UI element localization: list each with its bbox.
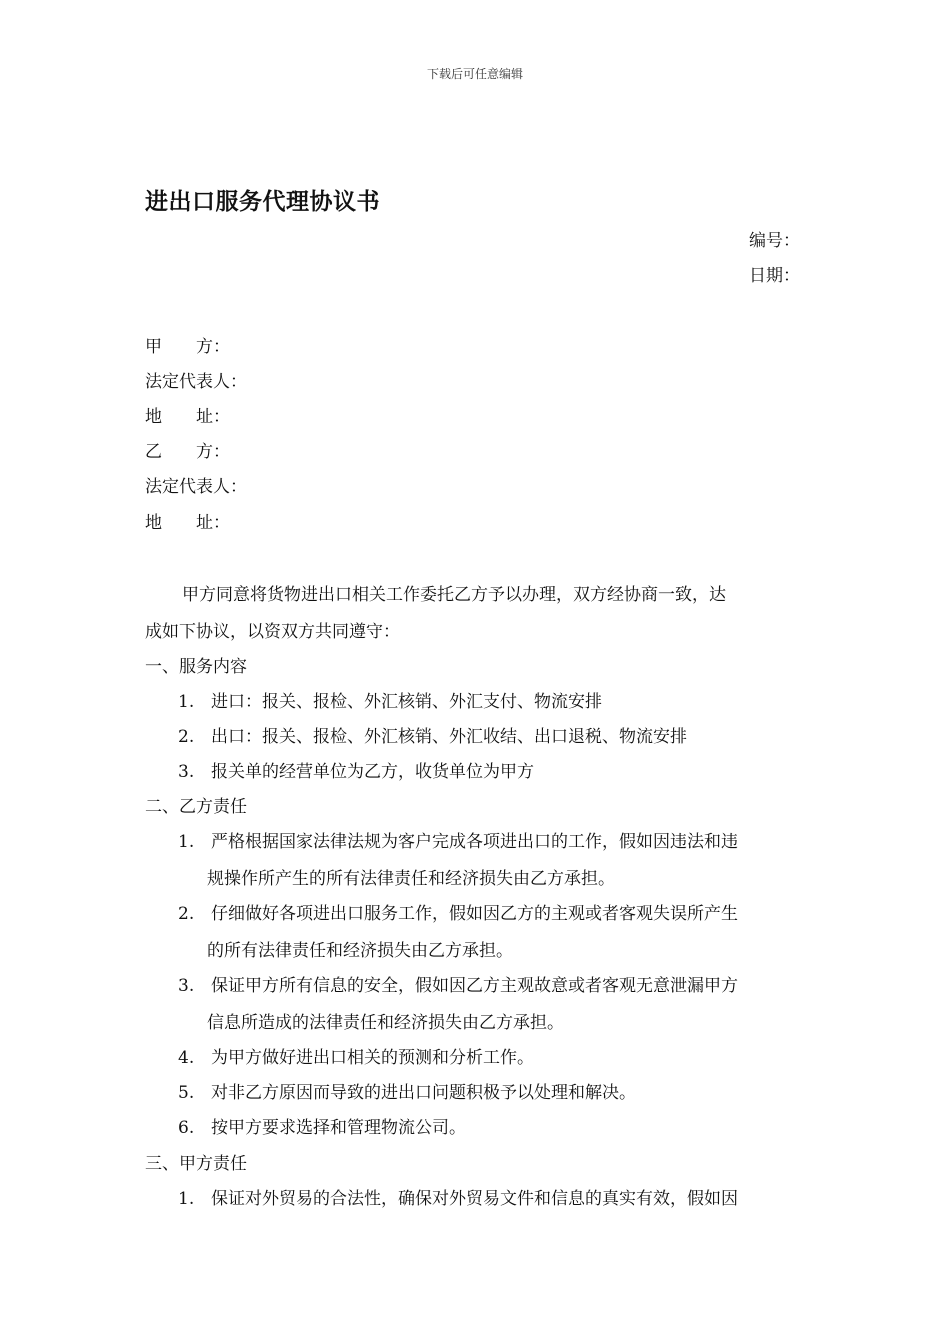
- party-b-representative-label: 法定代表人：: [145, 477, 247, 497]
- item-text: 为甲方做好进出口相关的预测和分析工作。: [211, 1048, 534, 1068]
- section-2-item: [178, 899, 738, 924]
- section-3-heading: 三、甲方责任: [145, 1154, 247, 1174]
- item-number: 3.: [178, 976, 195, 996]
- item-text: 按甲方要求选择和管理物流公司。: [211, 1118, 466, 1138]
- item-text: 报关单的经营单位为乙方，收货单位为甲方: [211, 762, 534, 782]
- item-text: 保证甲方所有信息的安全，假如因乙方主观故意或者客观无意泄漏甲方: [211, 976, 738, 996]
- section-2-item: [178, 1078, 636, 1103]
- party-a-label: 甲 方：: [145, 337, 230, 357]
- intro-line-1: 甲方同意将货物进出口相关工作委托乙方予以办理，双方经协商一致，达: [182, 585, 726, 605]
- page-header-note: 下载后可任意编辑: [426, 67, 523, 81]
- item-number: 1.: [178, 1189, 195, 1209]
- party-b-label: 乙 方：: [145, 442, 230, 462]
- item-text: 保证对外贸易的合法性，确保对外贸易文件和信息的真实有效，假如因: [211, 1189, 738, 1209]
- section-1-item: [178, 722, 687, 747]
- item-number: 2.: [178, 727, 195, 747]
- item-text: 仔细做好各项进出口服务工作，假如因乙方的主观或者客观失误所产生: [211, 904, 738, 924]
- section-2-item: [178, 1113, 466, 1138]
- document-title: 进出口服务代理协议书: [145, 188, 380, 215]
- item-text: 对非乙方原因而导致的进出口问题积极予以处理和解决。: [211, 1083, 636, 1103]
- party-a-address-label: 地 址：: [145, 407, 230, 427]
- item-continuation: 的所有法律责任和经济损失由乙方承担。: [207, 941, 513, 961]
- item-text: 进口：报关、报检、外汇核销、外汇支付、物流安排: [211, 692, 602, 712]
- item-continuation: 规操作所产生的所有法律责任和经济损失由乙方承担。: [207, 869, 615, 889]
- section-2-item: [178, 971, 738, 996]
- section-1-item: [178, 757, 534, 782]
- item-number: 6.: [178, 1118, 195, 1138]
- section-1-item: [178, 687, 602, 712]
- section-2-heading: 二、乙方责任: [145, 797, 247, 817]
- item-text: 出口：报关、报检、外汇核销、外汇收结、出口退税、物流安排: [211, 727, 687, 747]
- section-2-item: [178, 827, 738, 852]
- item-number: 4.: [178, 1048, 195, 1068]
- item-number: 2.: [178, 904, 195, 924]
- item-continuation: 信息所造成的法律责任和经济损失由乙方承担。: [207, 1013, 564, 1033]
- item-number: 1.: [178, 692, 195, 712]
- number-label: 编号：: [749, 231, 800, 251]
- party-b-address-label: 地 址：: [145, 513, 230, 533]
- item-text: 严格根据国家法律法规为客户完成各项进出口的工作，假如因违法和违: [211, 832, 738, 852]
- item-number: 5.: [178, 1083, 195, 1103]
- intro-line-2: 成如下协议，以资双方共同遵守：: [145, 622, 400, 642]
- party-a-representative-label: 法定代表人：: [145, 372, 247, 392]
- section-3-item: [178, 1184, 738, 1209]
- item-number: 3.: [178, 762, 195, 782]
- section-2-item: [178, 1043, 534, 1068]
- section-1-heading: 一、服务内容: [145, 657, 247, 677]
- item-number: 1.: [178, 832, 195, 852]
- date-label: 日期：: [749, 266, 800, 286]
